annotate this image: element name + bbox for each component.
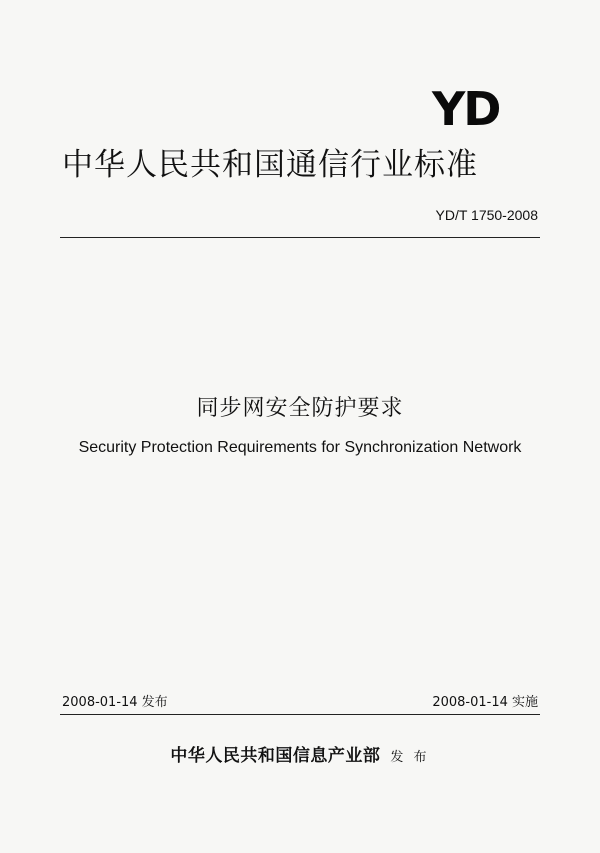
issuer-line <box>0 744 600 770</box>
document-title-english: Security Protection Requirements for Synchronization Network <box>78 439 522 456</box>
standard-number: YD/T 1750-2008 <box>435 207 538 223</box>
implementation-date: 2008-01-14 实施 <box>432 695 538 710</box>
top-divider <box>60 237 540 238</box>
issue-action: 发 布 <box>390 750 430 765</box>
standard-category-title: 中华人民共和国通信行业标准 <box>62 147 478 183</box>
document-title-chinese: 同步网安全防护要求 <box>196 396 404 421</box>
issuing-organization: 中华人民共和国信息产业部 <box>170 746 381 766</box>
yd-logo: YD <box>432 82 500 136</box>
bottom-divider <box>60 714 540 715</box>
publish-date: 2008-01-14 发布 <box>62 695 168 710</box>
